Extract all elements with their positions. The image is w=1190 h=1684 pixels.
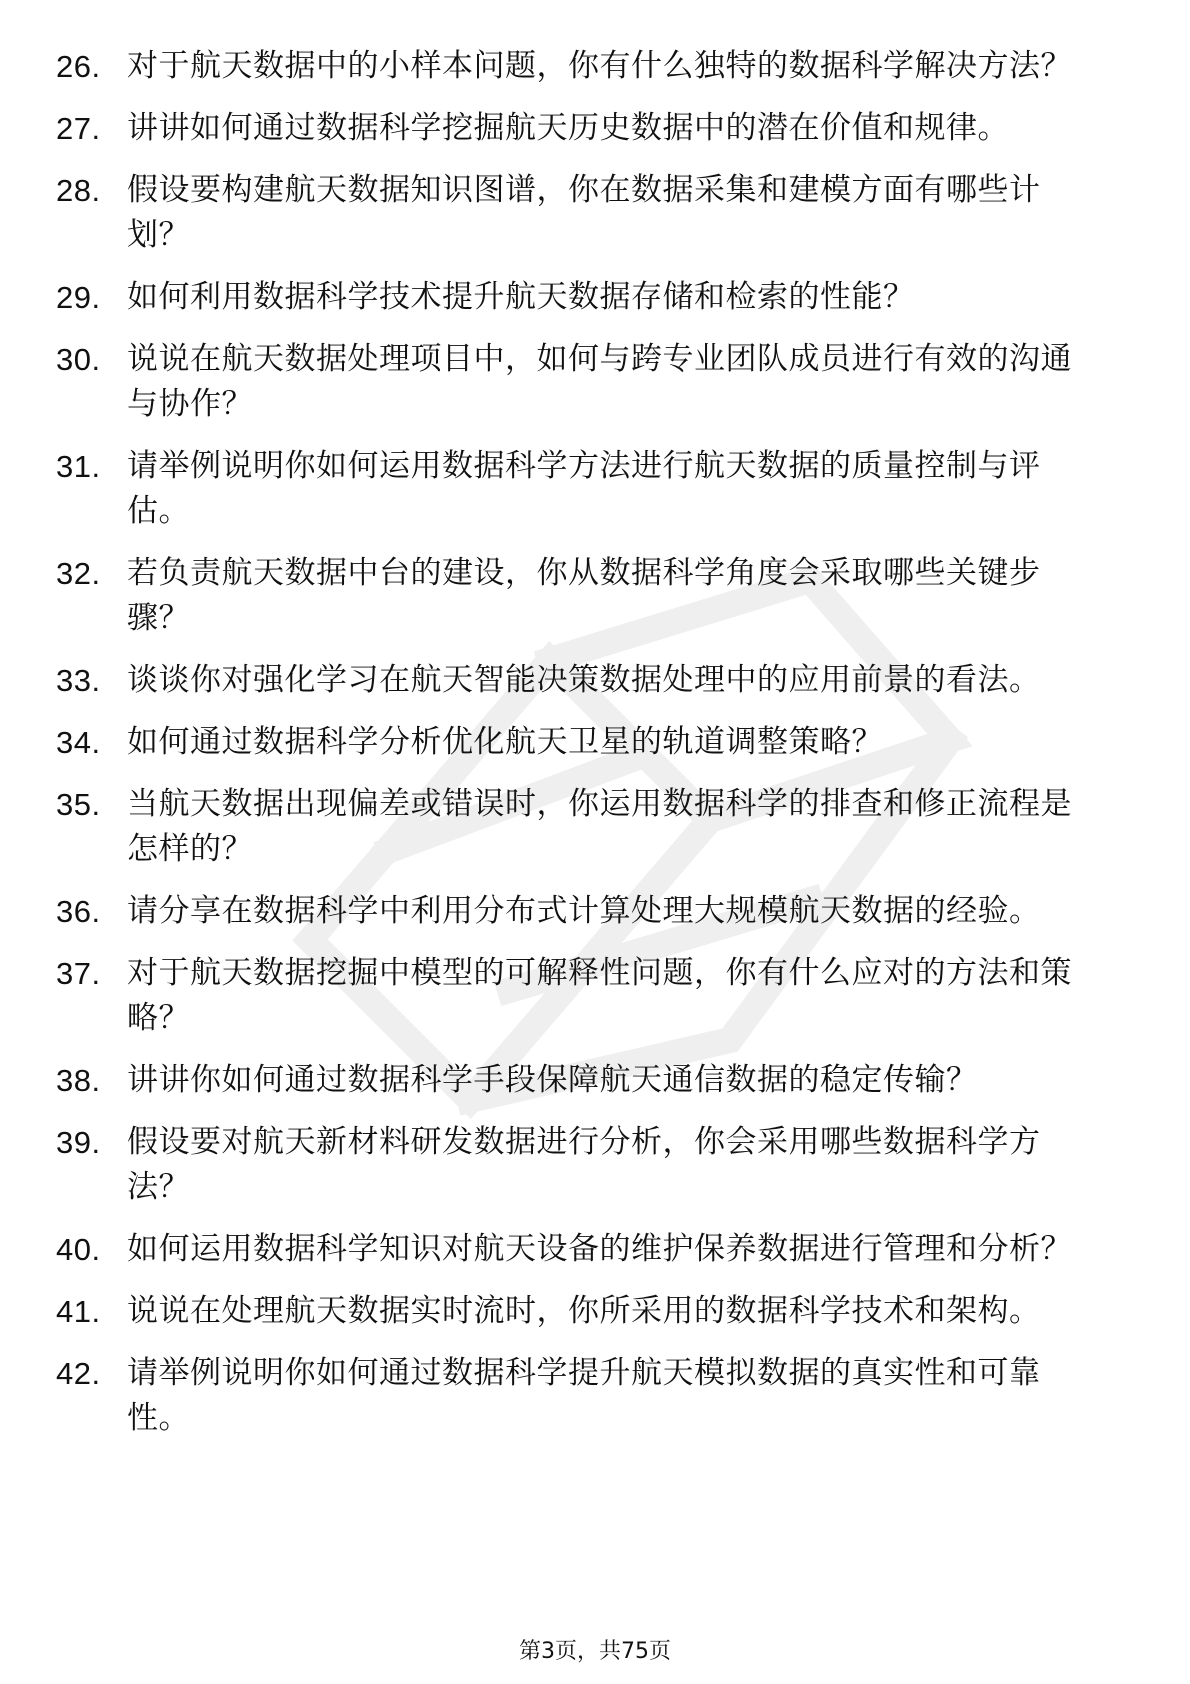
question-item bbox=[0, 951, 1190, 1041]
question-text: 如何通过数据科学分析优化航天卫星的轨道调整策略？ bbox=[127, 724, 883, 760]
question-text: 讲讲如何通过数据科学挖掘航天历史数据中的潜在价值和规律。 bbox=[127, 110, 1009, 146]
question-item bbox=[0, 1058, 1190, 1103]
question-text: 讲讲你如何通过数据科学手段保障航天通信数据的稳定传输？ bbox=[127, 1062, 978, 1098]
question-number: 42. bbox=[56, 1356, 101, 1391]
question-number: 33. bbox=[56, 663, 101, 698]
page-footer: 第3页，共75页 bbox=[519, 1639, 671, 1664]
question-text: 谈谈你对强化学习在航天智能决策数据处理中的应用前景的看法。 bbox=[127, 662, 1041, 698]
question-number: 27. bbox=[56, 111, 101, 146]
question-item bbox=[0, 1351, 1190, 1441]
question-text: 如何运用数据科学知识对航天设备的维护保养数据进行管理和分析？ bbox=[127, 1231, 1072, 1267]
question-item bbox=[0, 1227, 1190, 1272]
question-text: 对于航天数据中的小样本问题，你有什么独特的数据科学解决方法？ bbox=[127, 48, 1072, 84]
question-item bbox=[0, 1289, 1190, 1334]
question-item bbox=[0, 337, 1190, 427]
question-item bbox=[0, 168, 1190, 258]
question-text: 说说在处理航天数据实时流时，你所采用的数据科学技术和架构。 bbox=[127, 1293, 1041, 1329]
question-item bbox=[0, 889, 1190, 934]
question-number: 39. bbox=[56, 1125, 101, 1160]
question-text: 请举例说明你如何运用数据科学方法进行航天数据的质量控制与评估。 bbox=[127, 448, 1041, 529]
question-text: 请分享在数据科学中利用分布式计算处理大规模航天数据的经验。 bbox=[127, 893, 1041, 929]
question-number: 36. bbox=[56, 894, 101, 929]
question-item bbox=[0, 106, 1190, 151]
question-number: 28. bbox=[56, 173, 101, 208]
question-number: 37. bbox=[56, 956, 101, 991]
question-text: 假设要构建航天数据知识图谱，你在数据采集和建模方面有哪些计划？ bbox=[127, 172, 1041, 253]
question-item bbox=[0, 444, 1190, 534]
question-number: 32. bbox=[56, 556, 101, 591]
question-item bbox=[0, 720, 1190, 765]
question-number: 41. bbox=[56, 1294, 101, 1329]
question-text: 对于航天数据挖掘中模型的可解释性问题，你有什么应对的方法和策略？ bbox=[127, 955, 1072, 1036]
question-text: 请举例说明你如何通过数据科学提升航天模拟数据的真实性和可靠性。 bbox=[127, 1355, 1041, 1436]
question-item bbox=[0, 44, 1190, 89]
question-number: 30. bbox=[56, 342, 101, 377]
question-number: 34. bbox=[56, 725, 101, 760]
question-text: 如何利用数据科学技术提升航天数据存储和检索的性能？ bbox=[127, 279, 915, 315]
question-item bbox=[0, 658, 1190, 703]
question-number: 29. bbox=[56, 280, 101, 315]
question-text: 假设要对航天新材料研发数据进行分析，你会采用哪些数据科学方法？ bbox=[127, 1124, 1041, 1205]
question-item bbox=[0, 551, 1190, 641]
question-text: 当航天数据出现偏差或错误时，你运用数据科学的排查和修正流程是怎样的？ bbox=[127, 786, 1072, 867]
question-number: 40. bbox=[56, 1232, 101, 1267]
question-number: 38. bbox=[56, 1063, 101, 1098]
question-number: 35. bbox=[56, 787, 101, 822]
question-text: 若负责航天数据中台的建设，你从数据科学角度会采取哪些关键步骤？ bbox=[127, 555, 1041, 636]
question-list bbox=[0, 44, 1190, 1458]
question-item bbox=[0, 782, 1190, 872]
question-item bbox=[0, 1120, 1190, 1210]
question-number: 31. bbox=[56, 449, 101, 484]
question-number: 26. bbox=[56, 49, 101, 84]
question-item bbox=[0, 275, 1190, 320]
question-text: 说说在航天数据处理项目中，如何与跨专业团队成员进行有效的沟通与协作？ bbox=[127, 341, 1072, 422]
